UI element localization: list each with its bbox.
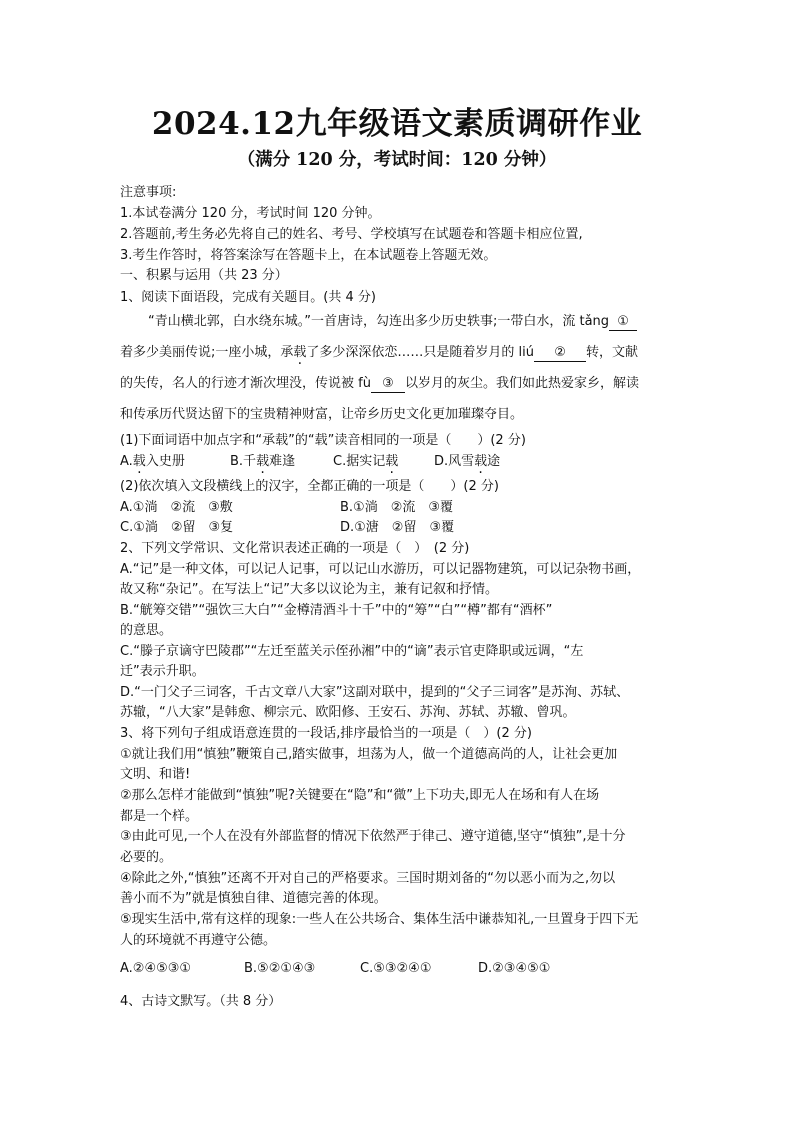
option-text: 入史册 <box>145 454 185 469</box>
option-a: A.②④⑤③① <box>120 961 192 976</box>
question-3-line: ②那么怎样才能做到“慎独”呢?关键要在“隐”和“微”上下功夫,即无人在场和有人在场 <box>120 788 600 803</box>
dotted-char: 载 <box>385 454 399 469</box>
page-title: 2024.12九年级语文素质调研作业 <box>151 106 643 142</box>
passage-line-3 <box>120 376 639 393</box>
notes-item: 2.答题前,考生务必先将自己的姓名、考号、学校填写在试题卷和答题卡相应位置, <box>120 227 583 242</box>
option-text: 途 <box>487 454 501 469</box>
question-2-line: 故又称“杂记”。在写法上“记”大多以议论为主，兼有记叙和抒情。 <box>120 582 498 597</box>
dotted-char: 载 <box>132 454 146 469</box>
option-c <box>333 454 398 470</box>
passage-line-4: 和传承历代贤达留下的宝贵精神财富，让帝乡历史文化更加璀璨夺目。 <box>120 407 524 422</box>
option-d <box>434 454 500 470</box>
sub-question-1-stem: (1)下面词语中加点字和“承载”的“载”读音相同的一项是（ ）(2 分) <box>120 433 526 448</box>
option-text: D.风雪 <box>434 454 475 469</box>
notes-heading: 注意事项: <box>120 185 177 200</box>
passage-line-2 <box>120 345 638 362</box>
section-heading: 一、积累与运用（共 23 分） <box>120 268 288 283</box>
question-3-line: ①就让我们用“慎独”鞭策自己,踏实做事，坦荡为人，做一个道德高尚的人，让社会更加 <box>120 747 618 762</box>
option-text: 难逢 <box>269 454 296 469</box>
passage-text: 了多少深深依恋……只是随着岁月的 liú <box>306 345 535 360</box>
option-a: A.①淌 ②流 ③敷 <box>120 500 233 515</box>
option-b <box>230 454 295 470</box>
question-2-line: B.“觥筹交错”“强饮三大白”“金樽清酒斗十千”中的“筹”“白”“樽”都有“酒杯” <box>120 603 553 618</box>
option-d: D.①溏 ②留 ③覆 <box>340 520 455 535</box>
option-d: D.②③④⑤① <box>478 961 551 976</box>
option-b: B.①淌 ②流 ③覆 <box>340 500 454 515</box>
option-text: B.千 <box>230 454 257 469</box>
question-3-line: ③由此可见,一个人在没有外部监督的情况下依然严于律己、遵守道德,坚守“慎独”,是十分 <box>120 829 626 844</box>
question-4-stem: 4、古诗文默写。（共 8 分） <box>120 994 282 1009</box>
question-3-line: 必要的。 <box>120 850 173 865</box>
question-3-line: ④除此之外,“慎独”还离不开对自己的严格要求。三国时期刘备的“勿以恶小而为之,勿以 <box>120 871 616 886</box>
passage-text: 转，文献 <box>586 345 639 360</box>
option-text: A. <box>120 454 133 469</box>
dotted-char: 载 <box>474 454 488 469</box>
question-3-line: 都是一个样。 <box>120 809 199 824</box>
fill-blank-2: ② <box>534 345 586 362</box>
passage-text: 着多少美丽传说;一座小城，承 <box>120 345 294 360</box>
question-2-line: 苏辙，“八大家”是韩愈、柳宗元、欧阳修、王安石、苏洵、苏轼、苏辙、曾巩。 <box>120 705 576 720</box>
question-1-stem: 1、阅读下面语段，完成有关题目。(共 4 分) <box>120 290 376 305</box>
notes-item: 3.考生作答时，将答案涂写在答题卡上，在本试题卷上答题无效。 <box>120 248 497 263</box>
question-3-line: 人的环境就不再遵守公德。 <box>120 933 277 948</box>
option-c: C.①淌 ②留 ③复 <box>120 520 234 535</box>
question-2-line: A.“记”是一种文体，可以记人记事，可以记山水游历，可以记器物建筑，可以记杂物书画， <box>120 562 641 577</box>
question-3-line: 文明、和谐! <box>120 767 191 782</box>
question-2-stem: 2、下列文学常识、文化常识表述正确的一项是（ ） (2 分) <box>120 541 470 556</box>
question-3-stem: 3、将下列句子组成语意连贯的一段话,排序最恰当的一项是（ ）(2 分) <box>120 726 532 741</box>
fill-blank-1: ① <box>609 314 637 331</box>
passage-line-1 <box>148 314 637 331</box>
question-2-line: D.“一门父子三词客，千古文章八大家”这副对联中，提到的“父子三词客”是苏洵、苏轼、 <box>120 685 630 700</box>
option-a <box>120 454 185 470</box>
option-b: B.⑤②①④③ <box>244 961 316 976</box>
sub-question-2-stem: (2)依次填入文段横线上的汉字，全都正确的一项是（ ）(2 分) <box>120 479 499 494</box>
question-2-line: 的意思。 <box>120 623 173 638</box>
passage-text: 以岁月的灰尘。我们如此热爱家乡，解读 <box>404 376 639 391</box>
dotted-char: 载 <box>293 345 307 360</box>
dotted-char: 载 <box>256 454 270 469</box>
page-subtitle: （满分 120 分，考试时间：120 分钟） <box>237 150 557 170</box>
fill-blank-3: ③ <box>371 376 405 393</box>
question-3-line: ⑤现实生活中,常有这样的现象:一些人在公共场合、集体生活中谦恭知礼,一旦置身于四下无 <box>120 912 639 927</box>
option-c: C.⑤③②④① <box>360 961 432 976</box>
question-3-line: 善小而不为”就是慎独自律、道德完善的体现。 <box>120 891 387 906</box>
notes-item: 1.本试卷满分 120 分，考试时间 120 分钟。 <box>120 206 381 221</box>
passage-text: 的失传，名人的行迹才渐次埋没，传说被 fù <box>120 376 371 391</box>
option-text: C.据实记 <box>333 454 386 469</box>
question-2-line: 迁”表示升职。 <box>120 664 205 679</box>
question-2-line: C.“滕子京谪守巴陵郡”“左迁至蓝关示侄孙湘”中的“谪”表示官吏降职或远调，“左 <box>120 644 584 659</box>
passage-text: “青山横北郭，白水绕东城。”一首唐诗，勾连出多少历史轶事;一带白水，流 tǎng <box>148 314 610 329</box>
